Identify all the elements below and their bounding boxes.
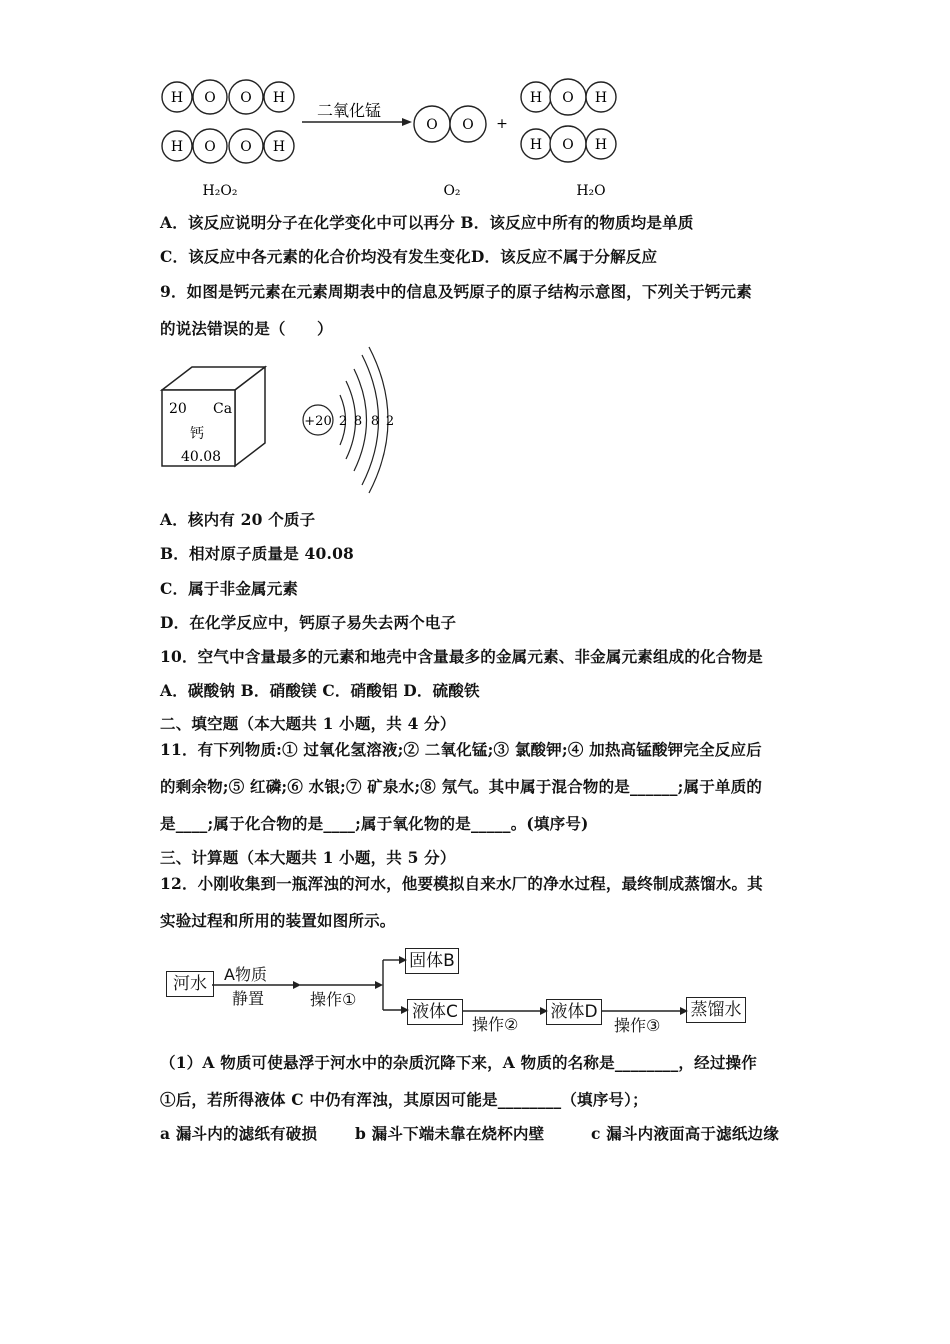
q12-line2: 实验过程和所用的装置如图所示。 [160, 911, 396, 930]
arrow-head [375, 981, 383, 989]
liquid-c-box: 液体C [407, 999, 463, 1025]
shell-count: 2 [338, 414, 348, 429]
arrow-head [401, 1006, 409, 1014]
h2o-formula: H₂O [576, 183, 606, 199]
q9-option-a: A．核内有 20 个质子 [160, 510, 316, 529]
q8-options-ab: A．该反应说明分子在化学变化中可以再分 B．该反应中所有的物质均是单质 [160, 213, 694, 232]
liquid-d-box: 液体D [546, 999, 602, 1025]
q12-sub1-line1: （1）A 物质可使悬浮于河水中的杂质沉降下来，A 物质的名称是________，经过操作 [160, 1053, 757, 1072]
step1-settle-label: 静置 [232, 989, 265, 1008]
atom-label: H [272, 90, 286, 106]
q11-line1: 11．有下列物质:① 过氧化氢溶液;② 二氧化锰;③ 氯酸钾;④ 加热高锰酸钾完全反应后 [160, 740, 762, 759]
h2o2-formula: H₂O₂ [202, 183, 238, 199]
atom-label: H [529, 90, 543, 106]
distilled-water-box: 蒸馏水 [686, 997, 746, 1023]
atom-label: H [272, 139, 286, 155]
o2-formula: O₂ [443, 183, 461, 199]
q12-sub1-line2: ①后，若所得液体 C 中仍有浑浊，其原因可能是________（填序号）； [160, 1090, 648, 1109]
atom-label: O [562, 90, 574, 106]
q11-line3: 是____;属于化合物的是____;属于氧化物的是_____。(填序号) [160, 814, 589, 833]
operation-3-label: 操作③ [614, 1016, 661, 1035]
arrow-head [399, 956, 407, 964]
element-symbol: Ca [213, 401, 233, 417]
atom-label: H [594, 90, 608, 106]
plus-sign: + [496, 116, 508, 132]
nuclear-charge: +20 [304, 414, 332, 429]
q11-line2: 的剩余物;⑤ 红磷;⑥ 水银;⑦ 矿泉水;⑧ 氖气。其中属于混合物的是______;属于单质的 [160, 777, 763, 796]
atom-label: O [562, 137, 574, 153]
atom-label: H [529, 137, 543, 153]
catalyst-label: 二氧化锰 [316, 101, 382, 120]
atom-label: O [240, 90, 252, 106]
atom-label: O [240, 139, 252, 155]
q10-stem: 10．空气中含量最多的元素和地壳中含量最多的金属元素、非金属元素组成的化合物是 [160, 647, 763, 666]
atom-label: O [426, 117, 438, 133]
q12-line1: 12．小刚收集到一瓶浑浊的河水，他要模拟自来水厂的净水过程，最终制成蒸馏水。其 [160, 874, 763, 893]
atom-label: O [204, 139, 216, 155]
section-heading-fill-in: 二、填空题（本大题共 1 小题，共 4 分） [160, 714, 456, 733]
q9-option-b: B．相对原子质量是 40.08 [160, 544, 355, 563]
atom-label: O [204, 90, 216, 106]
q9-stem-line1: 9．如图是钙元素在元素周期表中的信息及钙原子的原子结构示意图，下列关于钙元素 [160, 282, 752, 301]
atom-label: H [170, 90, 184, 106]
q12-choice-c: c 漏斗内液面高于滤纸边缘 [591, 1124, 779, 1143]
q10-options: A．碳酸钠 B．硝酸镁 C．硝酸铝 D．硫酸铁 [160, 681, 480, 700]
q9-option-d: D．在化学反应中，钙原子易失去两个电子 [160, 613, 457, 632]
atomic-mass: 40.08 [181, 449, 222, 465]
arrow-head [680, 1007, 688, 1015]
step1-reagent-label: A物质 [224, 965, 267, 984]
atom-label: O [462, 117, 474, 133]
section-heading-calculation: 三、计算题（本大题共 1 小题，共 5 分） [160, 848, 456, 867]
q12-choice-b: b 漏斗下端未靠在烧杯内壁 [355, 1124, 545, 1143]
q9-stem-line2: 的说法错误的是（ ） [160, 319, 333, 338]
solid-b-box: 固体B [405, 948, 459, 974]
arrow-head [540, 1007, 548, 1015]
arrow-head [293, 981, 301, 989]
shell-count: 8 [353, 414, 363, 429]
shell-count: 2 [385, 414, 395, 429]
operation-2-label: 操作② [472, 1015, 519, 1034]
q8-options-cd: C．该反应中各元素的化合价均没有发生变化D．该反应不属于分解反应 [160, 247, 658, 266]
river-water-box: 河水 [166, 971, 214, 997]
shell-count: 8 [370, 414, 380, 429]
operation-1-label: 操作① [310, 990, 357, 1009]
element-name: 钙 [190, 426, 204, 442]
atomic-number: 20 [169, 401, 187, 417]
atom-label: H [170, 139, 184, 155]
q12-choice-a: a 漏斗内的滤纸有破损 [160, 1124, 318, 1143]
atom-label: H [594, 137, 608, 153]
q9-option-c: C．属于非金属元素 [160, 579, 299, 598]
